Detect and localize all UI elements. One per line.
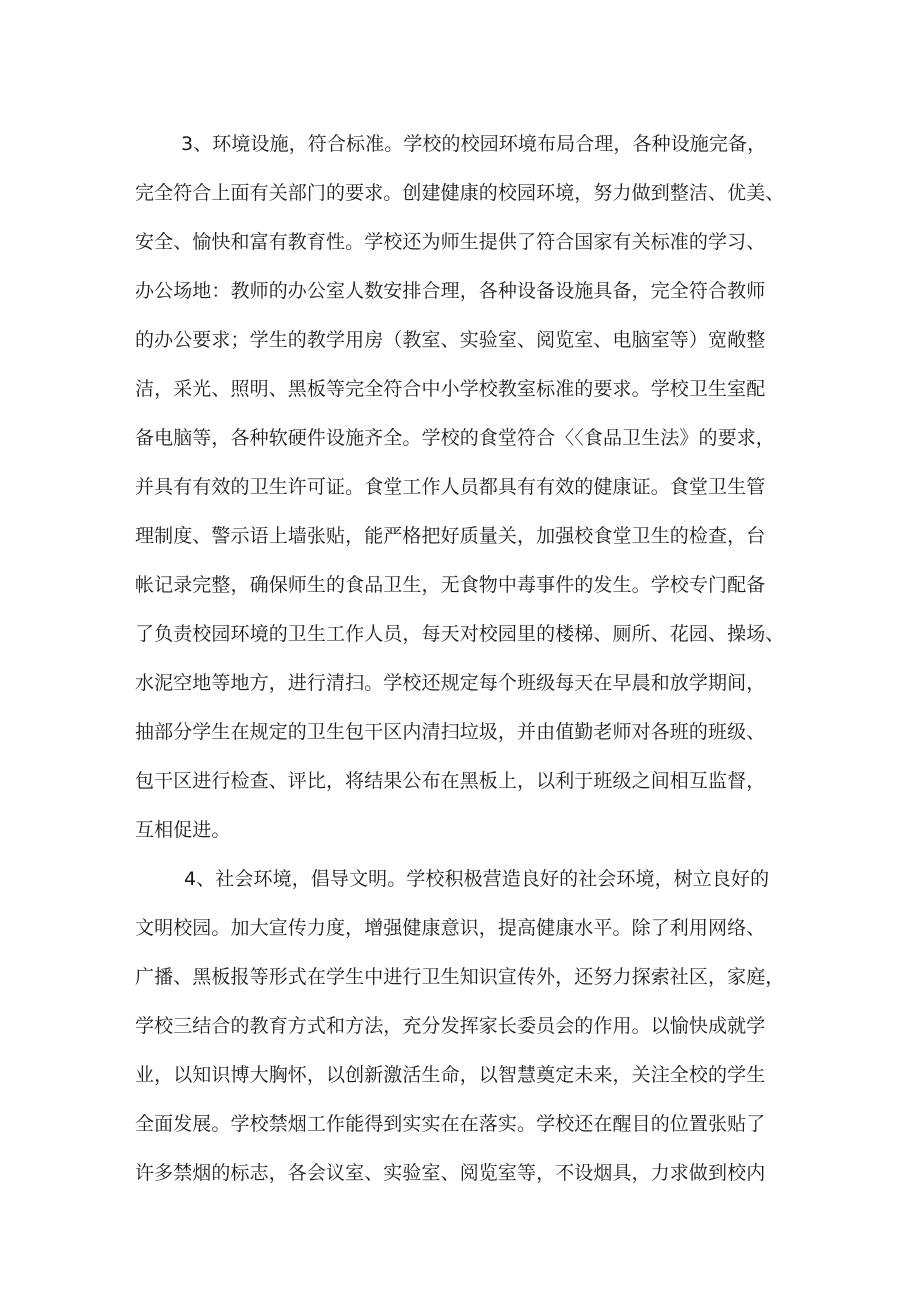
text-line: 完全符合上面有关部门的要求。创建健康的校园环境，努力做到整洁、优美、: [135, 182, 785, 204]
text-line: 水泥空地等地方，进行清扫。学校还规定每个班级每天在早晨和放学期间，: [135, 672, 766, 694]
text-line: 办公场地：教师的办公室人数安排合理，各种设备设施具备，完全符合教师: [135, 280, 766, 302]
text-line: 抽部分学生在规定的卫生包干区内清扫垃圾，并由值勤老师对各班的班级、: [135, 721, 766, 743]
text-line: 并具有有效的卫生许可证。食堂工作人员都具有有效的健康证。食堂卫生管: [135, 476, 766, 498]
text-line: 备电脑等，各种软硬件设施齐全。学校的食堂符合〈〈食品卫生法》的要求，: [135, 427, 775, 449]
text-line: 理制度、警示语上墙张贴，能严格把好质量关，加强校食堂卫生的检查，台: [135, 525, 766, 547]
text-line: 洁，采光、照明、黑板等完全符合中小学校教室标准的要求。学校卫生室配: [135, 378, 766, 400]
text-line: 业，以知识博大胸怀，以创新激活生命，以智慧奠定未来，关注全校的学生: [135, 1064, 766, 1086]
text-line: 广播、黑板报等形式在学生中进行卫生知识宣传外，还努力探索社区，家庭，: [135, 966, 785, 988]
text-line: 3、环境设施，符合标准。学校的校园环境布局合理，各种设施完备，: [181, 133, 767, 155]
text-line: 许多禁烟的标志，各会议室、实验室、阅览室等，不设烟具，力求做到校内: [135, 1162, 766, 1184]
text-line: 帐记录完整，确保师生的食品卫生，无食物中毒事件的发生。学校专门配备: [135, 574, 766, 596]
text-line: 文明校园。加大宣传力度，增强健康意识，提高健康水平。除了利用网络、: [135, 917, 766, 939]
text-line: 的办公要求；学生的教学用房（教室、实验室、阅览室、电脑室等）宽敞整: [135, 329, 766, 351]
text-line: 安全、愉快和富有教育性。学校还为师生提供了符合国家有关标准的学习、: [135, 231, 766, 253]
text-line: 学校三结合的教育方式和方法，充分发挥家长委员会的作用。以愉快成就学: [135, 1015, 766, 1037]
text-line: 4、社会环境，倡导文明。学校积极营造良好的社会环境，树立良好的: [184, 868, 770, 890]
text-line: 了负责校园环境的卫生工作人员，每天对校园里的楼梯、厕所、花园、操场、: [135, 623, 785, 645]
text-line: 包干区进行检查、评比，将结果公布在黑板上，以利于班级之间相互监督，: [135, 770, 766, 792]
text-line: 互相促进。: [135, 819, 231, 841]
text-line: 全面发展。学校禁烟工作能得到实实在在落实。学校还在醒目的位置张贴了: [135, 1113, 766, 1135]
